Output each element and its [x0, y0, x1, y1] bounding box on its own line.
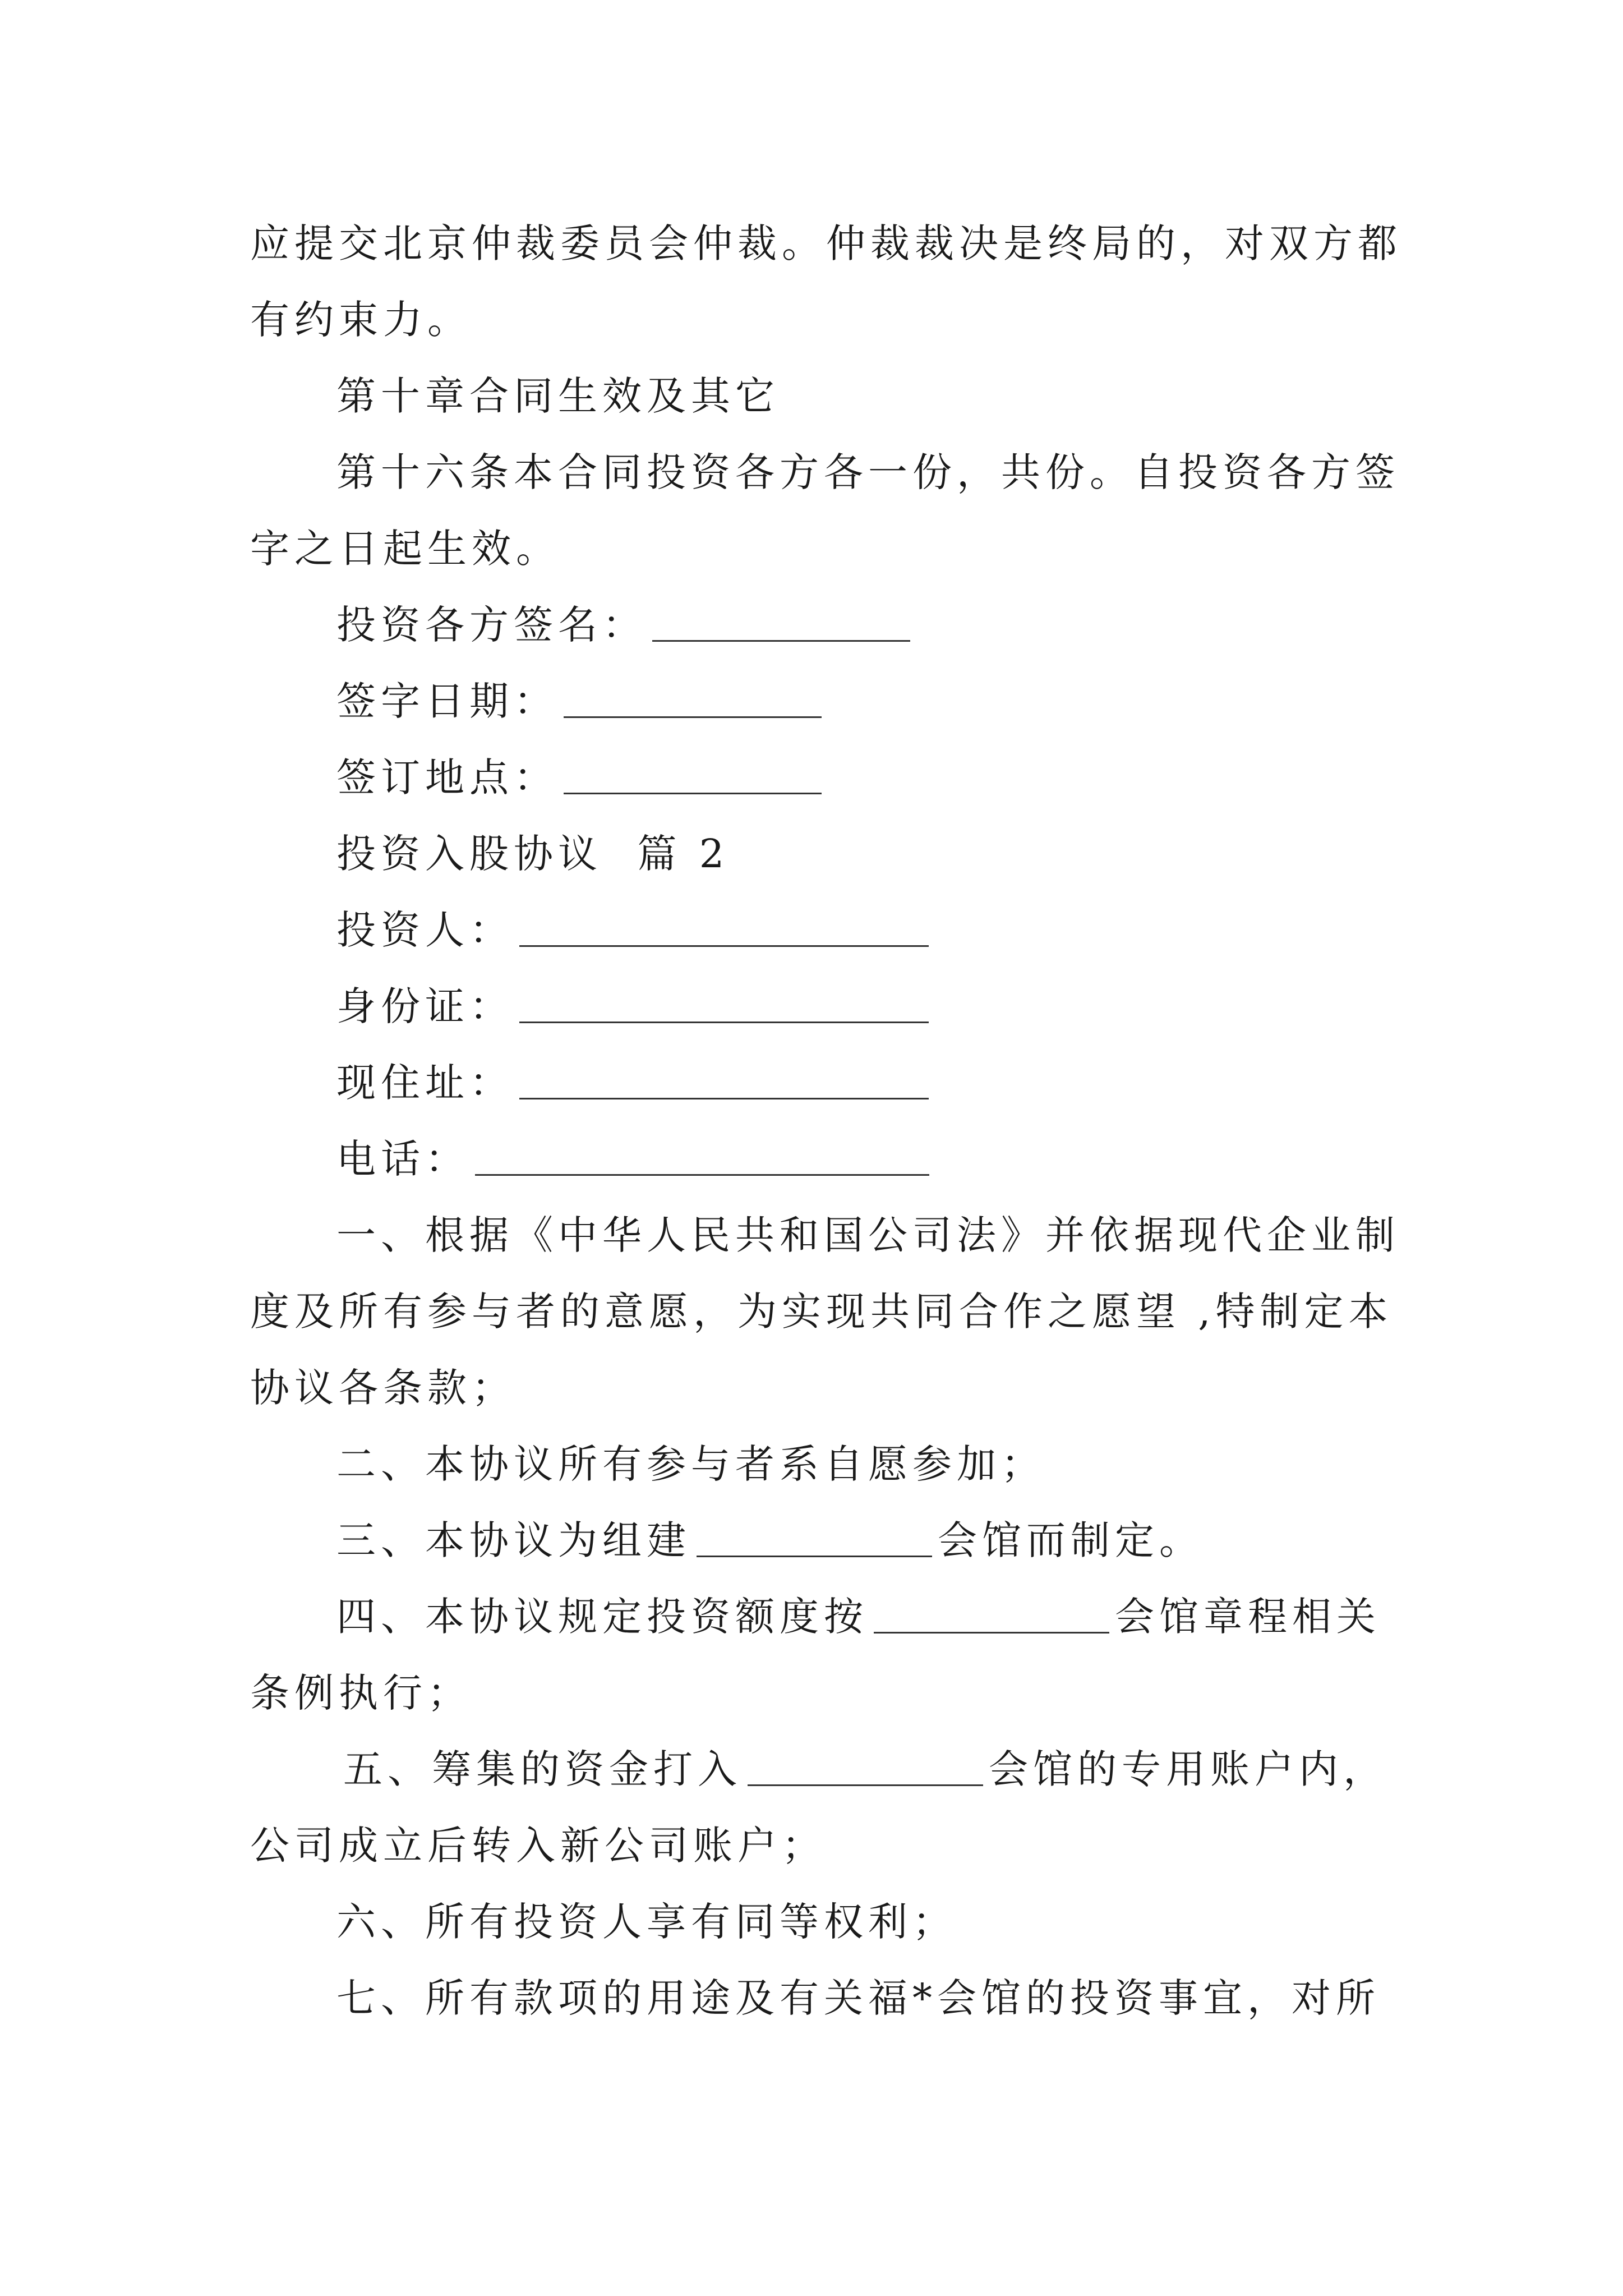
chapter-heading: 第十章合同生效及其它 [336, 373, 780, 419]
blank-line [564, 671, 822, 718]
blank-line [748, 1740, 983, 1786]
text-line: 第十六条本合同投资各方各一份，共份。自投资各方签 [336, 449, 1400, 495]
section-heading: 投资入股协议 篇 2 [336, 831, 730, 877]
blank-line [564, 748, 822, 794]
text-line: 应提交北京仲裁委员会仲裁。仲裁裁决是终局的，对双方都 [250, 220, 1402, 266]
clause-line: 四、本协议规定投资额度按 会馆章程相关 [336, 1583, 1475, 1650]
blank-line [652, 595, 910, 642]
signing-place-field: 签订地点： [336, 744, 1475, 811]
clause-line: 五、筹集的资金打入 会馆的专用账户内， [343, 1736, 1482, 1803]
blank-line [475, 1129, 929, 1176]
blank-line [697, 1511, 932, 1557]
clause-line: 二、本协议所有参与者系自愿参加； [336, 1441, 1045, 1487]
address-field: 现住址： [336, 1049, 1475, 1116]
clause-line: 六、所有投资人享有同等权利； [336, 1899, 957, 1945]
clause-line: 七、所有款项的用途及有关福*会馆的投资事宜，对所 [336, 1975, 1380, 2021]
phone-field: 电话： [336, 1125, 1475, 1193]
clause-line: 条例执行； [250, 1670, 472, 1716]
blank-line [519, 1053, 929, 1099]
clause-line: 协议各条款； [250, 1365, 516, 1411]
blank-line [519, 977, 929, 1023]
signature-field: 投资各方签名： [336, 591, 1475, 659]
clause-line: 度及所有参与者的意愿，为实现共同合作之愿望 ,特制定本 [250, 1289, 1393, 1335]
clause-line: 三、本协议为组建 会馆而制定。 [336, 1507, 1475, 1574]
blank-line [874, 1587, 1109, 1634]
clause-line: 公司成立后转入新公司账户； [250, 1823, 826, 1869]
blank-line [519, 900, 929, 947]
text-line: 字之日起生效。 [250, 526, 560, 572]
id-card-field: 身份证： [336, 973, 1475, 1040]
text-line: 有约束力。 [250, 297, 472, 343]
signing-date-field: 签字日期： [336, 668, 1475, 735]
clause-line: 一、根据《中华人民共和国公司法》并依据现代企业制 [336, 1212, 1400, 1258]
investor-field: 投资人： [336, 896, 1475, 964]
